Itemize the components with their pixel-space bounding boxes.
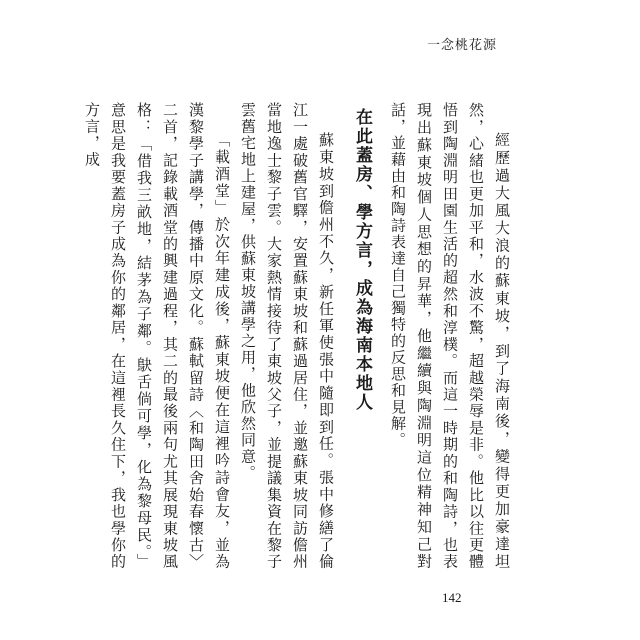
paragraph: 經歷過大風大浪的蘇東坡，到了海南後，變得更加豪達坦然，心緒也更加平和，水波不驚，超越榮辱是非。他比以往更體悟到陶淵明田園生活的超然和淳樸。而這一時期的和陶詩，也表現出蘇東坡個人思想的昇華，他繼續與陶淵明這位精神知己對話，並藉由和陶詩表達自己獨特的反思和見解。: [389, 102, 511, 570]
page-header-title: 一念桃花源: [426, 38, 497, 53]
paragraph: 「載酒堂」於次年建成後，蘇東坡便在這裡吟詩會友，並為漢黎學子講學，傳播中原文化。蘇軾留詩〈和陶田舍始春懷古〉二首，記錄載酒堂的興建過程，其二的最後兩句尤其展現東坡風格：「借我三畝地，結茅為子鄰。鴃舌倘可學，化為黎母民。」意思是我要蓋房子成為你的鄰居，在這裡長久住下，我也學你的方言，成: [83, 102, 231, 570]
paragraph: 蘇東坡到儋州不久，新任軍使張中隨即到任。張中修繕了倫江一處破舊官驛，安置蘇東坡和蘇過居住，並邀蘇東坡同訪儋州當地逸士黎子雲。大家熱情接待了東坡父子，並提議集資在黎子雲舊宅地上建屋，供蘇東坡講學之用，他欣然同意。: [239, 102, 335, 570]
page-number: 142: [442, 590, 462, 605]
vertical-body-text: [83, 102, 515, 570]
section-heading: 在此蓋房、學方言，成為海南本地人: [352, 108, 372, 412]
